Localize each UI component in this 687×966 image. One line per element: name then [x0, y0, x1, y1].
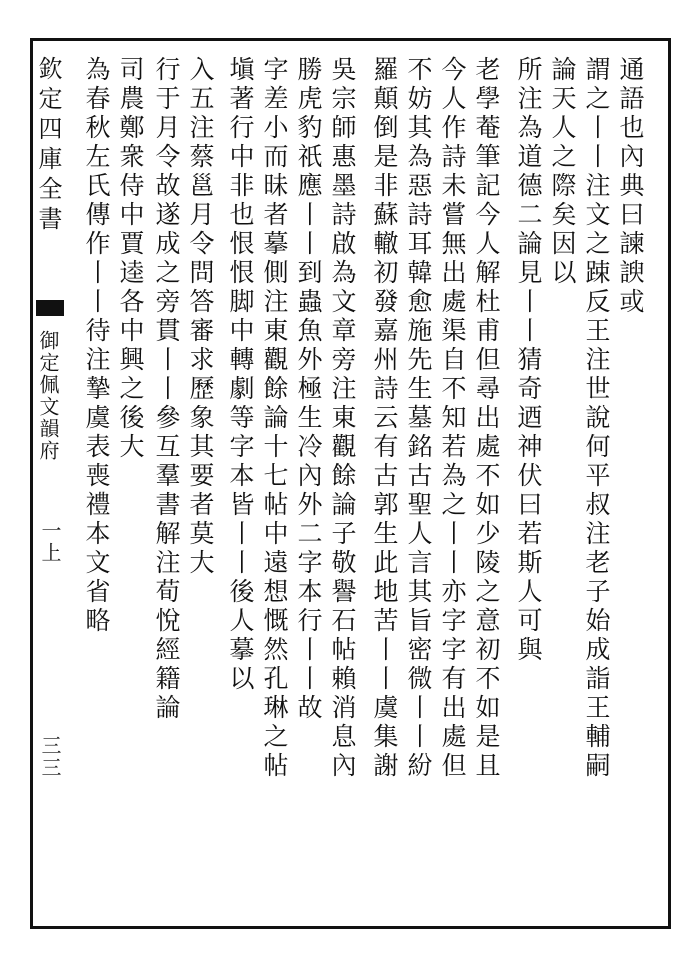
left-border — [30, 38, 33, 929]
margin-book: 御定佩文韻府 — [36, 330, 60, 462]
text-column-2: 謂之丨丨注文之踈反王注世說何平叔注老子始成詣王輔嗣 — [582, 56, 611, 781]
bottom-border — [30, 926, 670, 929]
text-column-8: 羅顛倒是非蘇轍初發嘉州詩云有古郭生此地苦丨丨虞集謝 — [370, 56, 399, 781]
text-column-7: 不妨其為惡詩耳韓愈施先生墓銘古聖人言其旨密微丨丨紛 — [404, 56, 433, 781]
text-column-15: 司農鄭衆侍中賈逵各中興之後大 — [116, 56, 145, 462]
page-number: 三三 — [38, 735, 62, 779]
text-column-10: 勝虎豹祇應丨丨到蟲魚外極生冷內外二字本行丨丨故 — [294, 56, 323, 723]
margin-title: 欽定四庫全書 — [34, 56, 62, 236]
text-column-13: 入五注蔡邕月令問答審求歷象其要者莫大 — [186, 56, 215, 578]
text-column-16: 為春秋左氏傳作丨丨待注摯虞表喪禮本文省略 — [82, 56, 111, 636]
margin-divider — [36, 300, 64, 316]
right-border — [668, 38, 671, 929]
text-column-1: 通語也內典曰諫諛或 — [616, 56, 645, 317]
text-column-11: 字差小而昧者摹側注東觀餘論十七帖中遠想慨然孔琳之帖 — [260, 56, 289, 781]
text-column-5: 老學菴筆記今人解杜甫但尋出處不如少陵之意初不如是且 — [472, 56, 501, 781]
top-border — [30, 38, 670, 41]
text-column-3: 論天人之際矣因以 — [548, 56, 577, 288]
text-column-6: 今人作詩未嘗無出處渠自不知若為之丨丨亦字字有出處但 — [438, 56, 467, 781]
text-column-9: 吳宗師惠墨詩啟為文章旁注東觀餘論子敬譽石帖賴消息內 — [328, 56, 357, 781]
text-column-14: 行于月令故遂成之旁貫丨丨參互羣書解注荀悅經籍論 — [152, 56, 181, 723]
text-column-12: 塡著行中非也恨恨脚中轉劇等字本皆丨丨後人摹以 — [226, 56, 255, 694]
margin-folio: 一上 — [38, 520, 62, 564]
text-column-4: 所注為道德二論見丨丨猜奇迺神伏曰若斯人可與 — [514, 56, 543, 665]
